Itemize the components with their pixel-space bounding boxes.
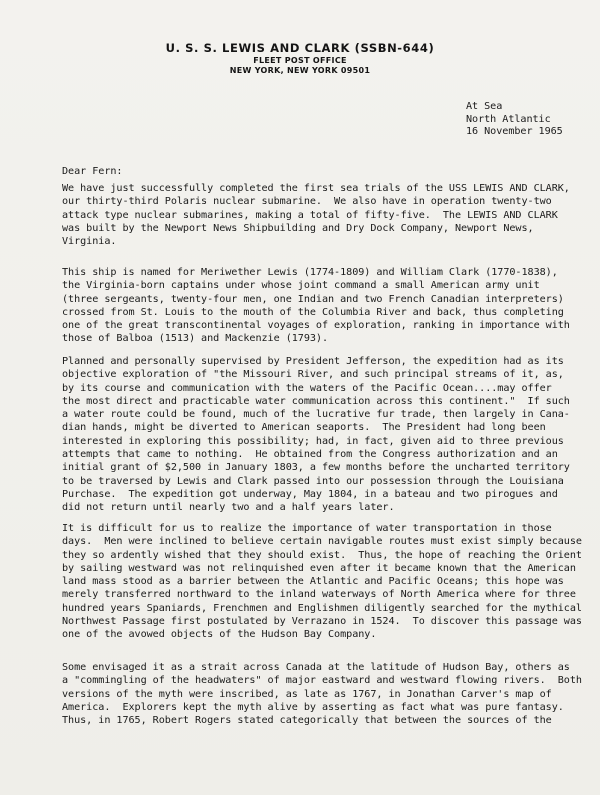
text-line: It is difficult for us to realize the importance of water transportation in those [62,523,552,534]
text-line: attempts that came to nothing. He obtained from the Congress authorization and an [62,449,558,461]
letterhead-city: NEW YORK, NEW YORK 09501 [229,66,371,75]
text-line: our thirty-third Polaris nuclear submarine. We also have in operation twenty-two [62,196,552,208]
paragraph-4 [62,522,600,642]
text-line: Virginia. [62,236,117,248]
paragraph-2 [62,266,600,346]
text-line: those of Balboa (1513) and Mackenzie (1793). [62,333,329,345]
text-line: merely transferred northward to the inland waterways of North America where for three [62,589,576,601]
text-line: initial grant of $2,500 in January 1803, a few months before the uncharted territory [62,462,570,474]
letterhead [0,40,600,76]
date-block [466,101,563,139]
letterhead-post-office: FLEET POST OFFICE [253,56,347,65]
text-line: versions of the myth were inscribed, as late as 1767, in Jonathan Carver's map of [62,688,552,700]
text-line: Thus, in 1765, Robert Rogers stated categorically that between the sources of the [62,715,552,727]
text-line: the Virginia-born captains under whose joint command a small American army unit [62,280,540,292]
paragraph-3 [62,355,600,515]
text-line: the most direct and practicable water communication across this continent." If such [62,395,570,407]
text-line: days. Men were inclined to believe certain navigable routes must exist simply because [62,536,582,548]
text-line: hundred years Spaniards, Frenchmen and Englishmen diligently searched for the mythical [62,602,582,614]
text-line: (three sergeants, twenty-four men, one Indian and two French Canadian interpreters) [62,293,564,305]
text-line: one of the avowed objects of the Hudson Bay Company. [62,629,377,641]
text-line: land mass stood as a barrier between the Atlantic and Pacific Oceans; this hope was [62,576,564,588]
text-line: a "commingling of the headwaters" of major eastward and westward flowing rivers. Both [62,675,582,687]
paragraph-5 [62,661,600,727]
text-line: did not return until nearly two and a half years later. [62,502,395,514]
text-line: Planned and personally supervised by President Jefferson, the expedition had as its [62,356,564,367]
text-line: to be traversed by Lewis and Clark passed into our possession through the Louisiana [62,475,564,487]
letterhead-title: U. S. S. LEWIS AND CLARK (SSBN-644) [165,41,435,55]
paragraph-1 [62,182,600,248]
date-value: 16 November 1965 [466,126,563,137]
date-region: North Atlantic [466,113,551,125]
text-line: was built by the Newport News Shipbuilding and Dry Dock Company, Newport News, [62,222,534,234]
text-line: attack type nuclear submarines, making a total of fifty-five. The LEWIS AND CLARK [62,209,558,221]
text-line: by its course and communication with the waters of the Pacific Ocean....may offer [62,382,552,394]
text-line: We have just successfully completed the first sea trials of the USS LEWIS AND CLARK, [62,183,570,194]
date-location: At Sea [466,101,503,112]
text-line: crossed from St. Louis to the mouth of the Columbia River and back, thus completing [62,306,564,318]
text-line: they so ardently wished that they should exist. Thus, the hope of reaching the Orient [62,549,582,561]
text-line: dian hands, might be diverted to American seaports. The President had long been [62,422,546,434]
text-line: Purchase. The expedition got underway, May 1804, in a bateau and two pirogues and [62,488,558,500]
text-line: America. Explorers kept the myth alive by asserting as fact what was pure fantasy. [62,701,564,713]
text-line: This ship is named for Meriwether Lewis (1774-1809) and William Clark (1770-1838), [62,267,558,278]
text-line: Some envisaged it as a strait across Canada at the latitude of Hudson Bay, others as [62,662,570,673]
text-line: a water route could be found, much of the lucrative fur trade, then largely in Cana- [62,409,570,421]
salutation: Dear Fern: [62,166,123,177]
text-line: objective exploration of "the Missouri River, and such principal streams of it, as, [62,369,564,381]
text-line: interested in exploring this possibility; had, in fact, given aid to three previous [62,435,564,447]
text-line: by sailing westward was not relinquished even after it became known that the American [62,562,576,574]
text-line: one of the great transcontinental voyages of exploration, ranking in importance with [62,320,570,332]
text-line: Northwest Passage first postulated by Verrazano in 1524. To discover this passage was [62,616,582,628]
